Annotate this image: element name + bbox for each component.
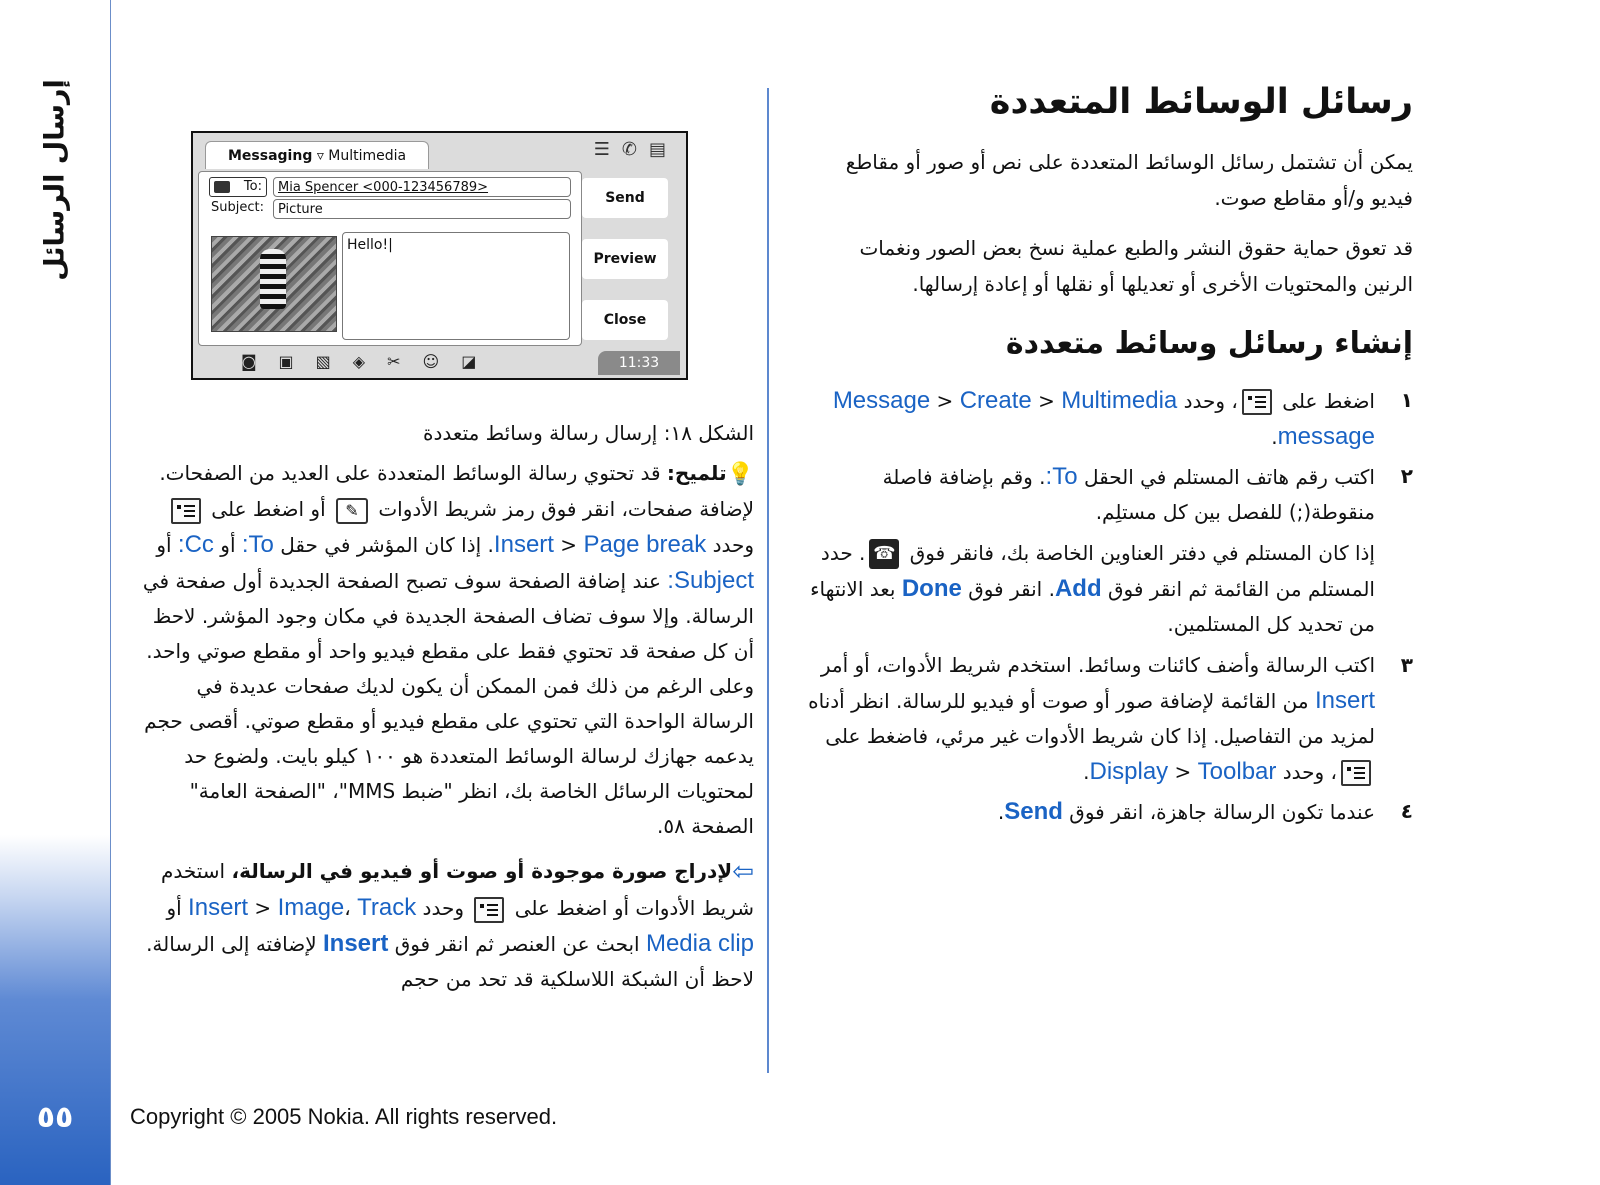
preview-button[interactable]: Preview	[582, 239, 668, 279]
page-break-icon: ✎	[336, 498, 368, 524]
step-4: ٤ عندما تكون الرسالة جاهزة، انقر فوق Send.	[808, 794, 1413, 830]
app-title-bar	[205, 141, 429, 169]
send-button[interactable]: Send	[582, 178, 668, 218]
toolbar-option: Toolbar	[1197, 757, 1277, 785]
subject-field[interactable]: Picture	[273, 199, 571, 219]
tip-note: 💡تلميح: قد تحتوي رسالة الوسائط المتعددة على العديد من الصفحات. لإضافة صفحات، انقر فوق رمز شريط الأدوات ✎ أو اضغط على وحدد Insert > Page break. إذا كان المؤشر في حقل To: أو Cc: أو Subject: عند إضافة الصفحة سوف تصبح الصفحة الجديدة أول صفحة في الرسالة. وإلا سوف تضاف الصفحة الجديدة في مكان وجود المؤشر. لاحظ أن كل صفحة قد تحتوي فقط على مقطع فيديو واحد أو مقطع صوتي واحد. وعلى الرغم من ذلك فمن الممكن أن يكون لديك صفحات عديدة في الرسالة الواحدة التي تحتوي على مقطع فيديو أو مقطع صوتي. أقصى حجم يدعمه جهازك لرسالة الوسائط المتعددة هو ١٠٠ كيلو بايت. ولضوع حد لمحتويات الرسائل الخاصة بك، انظر "ضبط MMS"، "الصفحة العامة" الصفحة ٥٨.	[134, 456, 754, 844]
insert-option: Insert	[1314, 686, 1375, 714]
smiley-icon[interactable]: ☺	[422, 352, 462, 371]
display-option: Display	[1089, 757, 1169, 785]
intro-paragraph-2: قد تعوق حماية حقوق النشر والطبع عملية نسخ بعض الصور ونغمات الرنين والمحتويات الأخرى أو تعديلها أو نقلها أو إعادة إرسالها.	[859, 235, 1413, 296]
insert-arrow-icon: ⇦	[732, 857, 754, 887]
battery-icon: ▤	[648, 139, 678, 160]
signal-icon: ☰	[593, 139, 622, 160]
menu-option-multimedia-message: Multimedia message	[1061, 386, 1375, 450]
section-title: إرسال الرسائل	[39, 79, 71, 281]
close-button[interactable]: Close	[582, 300, 668, 340]
to-button[interactable]: To:	[209, 177, 267, 197]
cut-icon[interactable]: ✂	[387, 352, 423, 371]
step-number: ٣	[1400, 652, 1413, 677]
intro-paragraph-1: يمكن أن تشتمل رسائل الوسائط المتعددة على نص أو صور أو مقاطع فيديو و/أو مقاطع صوت.	[845, 149, 1413, 210]
camera-icon[interactable]: ◙	[241, 352, 279, 371]
step-3: ٣ اكتب الرسالة وأضف كائنات وسائط. استخدم شريط الأدوات، أو أمر Insert من القائمة لإضافة صور أو صوت أو فيديو للرسالة. انظر أدناه لمزيد من التفاصيل. إذا كان شريط الأدوات غير مرئي، فاضغط على ، وحدد Display > Toolbar.	[808, 648, 1413, 790]
right-column	[808, 80, 1413, 834]
menu-key-icon	[1242, 389, 1272, 415]
menu-key-icon	[171, 498, 201, 524]
image-icon[interactable]: ▧	[315, 352, 353, 371]
new-page-icon[interactable]: ◪	[461, 352, 499, 371]
menu-option-create: Create	[959, 386, 1032, 414]
lightbulb-icon: 💡	[726, 462, 754, 487]
attach-icon[interactable]: ◈	[352, 352, 388, 371]
insert-label: لإدراج صورة موجودة أو صوت أو فيديو في الرسالة،	[231, 859, 733, 883]
subject-label: Subject:	[211, 200, 264, 215]
left-column	[134, 418, 754, 1007]
picture-thumbnail	[211, 236, 337, 332]
tip-label: تلميح:	[666, 461, 727, 485]
add-option: Add	[1054, 574, 1102, 602]
sidebar	[0, 0, 111, 1185]
steps-list	[808, 383, 1413, 830]
step-number: ٤	[1400, 798, 1413, 823]
menu-option-message: Message	[832, 386, 931, 414]
step-number: ١	[1400, 387, 1413, 412]
app-name: Messaging	[228, 148, 313, 164]
call-icon: ✆	[621, 139, 649, 160]
chevron-down-icon: ▿	[316, 148, 324, 164]
status-icons	[594, 139, 678, 160]
to-field[interactable]: Mia Spencer <000-123456789>	[273, 177, 571, 197]
video-icon[interactable]: ▣	[278, 352, 316, 371]
device-toolbar	[203, 348, 633, 376]
page-number: ٥٥	[36, 1100, 74, 1135]
step-1: ١ اضغط على ، وحدد Message > Create > Multimedia message.	[808, 383, 1413, 455]
done-option: Done	[901, 574, 962, 602]
message-editor	[198, 171, 582, 346]
insert-note: ⇦لإدراج صورة موجودة أو صوت أو فيديو في الرسالة، استخدم شريط الأدوات أو اضغط على وحدد Insert > Image، Track أو Media clip ابحث عن العنصر ثم انقر فوق Insert لإضافته إلى الرسالة. لاحظ أن الشبكة اللاسلكية قد تحد من حجم	[146, 857, 754, 991]
page-title: رسائل الوسائط المتعددة	[989, 82, 1413, 122]
copyright-footer: Copyright © 2005 Nokia. All rights reserved.	[130, 1104, 558, 1129]
section-subtitle: إنشاء رسائل وسائط متعددة	[1005, 325, 1413, 361]
figure-caption: الشكل ١٨: إرسال رسالة وسائط متعددة	[423, 421, 754, 445]
view-name: Multimedia	[328, 148, 407, 164]
field-to-label: To:	[1045, 462, 1078, 490]
message-body[interactable]: Hello!|	[342, 232, 570, 340]
column-divider	[767, 88, 769, 1073]
clock: 11:33	[598, 351, 680, 375]
step-number: ٢	[1400, 463, 1413, 488]
menu-key-icon	[474, 897, 504, 923]
menu-key-icon	[1341, 760, 1371, 786]
send-option: Send	[1004, 797, 1063, 825]
device-screenshot	[191, 131, 688, 380]
step-2: ٢ اكتب رقم هاتف المستلم في الحقل To:. وقم بإضافة فاصلة منقوطة(;) للفصل بين كل مستلِم. إذا كان المستلم في دفتر العناوين الخاصة بك، فانقر فوق ☎. حدد المستلم من القائمة ثم انقر فوق Add. انقر فوق Done بعد الانتهاء من تحديد كل المستلمين.	[808, 459, 1413, 642]
contacts-icon: ☎	[869, 539, 899, 569]
